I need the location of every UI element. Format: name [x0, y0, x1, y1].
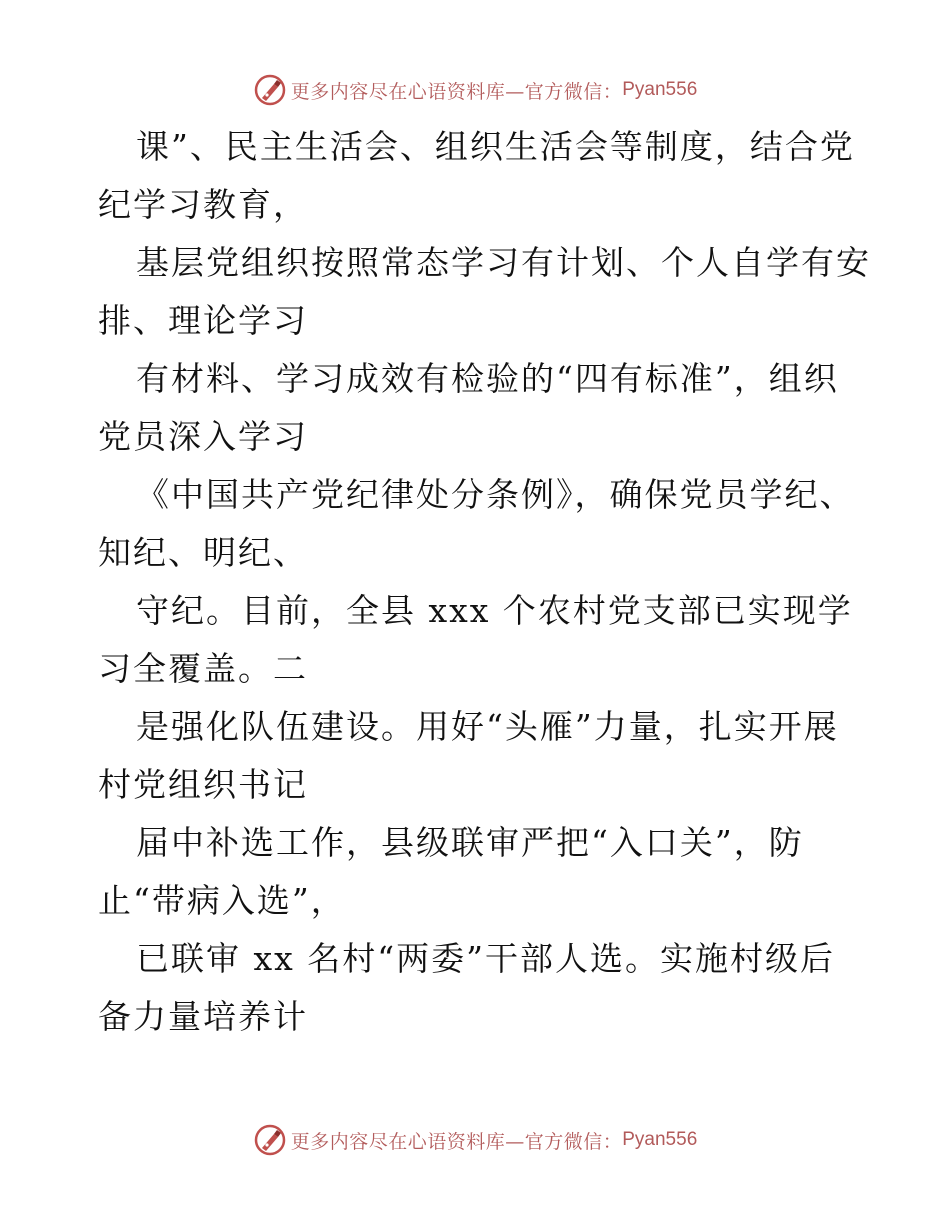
watermark-text: 更多内容尽在心语资料库—官方微信：: [290, 80, 623, 103]
watermark-handle: Pyan556: [622, 79, 698, 100]
text-line: 知纪、明纪、: [98, 533, 308, 572]
text-line: 村党组织书记: [98, 765, 308, 804]
text-line: 备力量培养计: [98, 997, 308, 1036]
text-line: 止“带病入选”，: [98, 881, 346, 920]
text-line: 有材料、学习成效有检验的“四有标准”，组织: [136, 359, 839, 398]
text-line: 习全覆盖。二: [98, 649, 308, 688]
text-line: 基层党组织按照常态学习有计划、个人自学有安: [136, 243, 871, 282]
watermark-text: 更多内容尽在心语资料库—官方微信：: [290, 1130, 623, 1153]
pen-nib-circle-icon: [253, 1123, 287, 1157]
text-line: 已联审 xx 名村“两委”干部人选。实施村级后: [136, 939, 835, 978]
text-line: 排、理论学习: [98, 301, 308, 340]
text-line: 是强化队伍建设。用好“头雁”力量，扎实开展: [136, 707, 839, 746]
text-line: 党员深入学习: [98, 417, 308, 456]
text-line: 纪学习教育，: [98, 185, 308, 224]
text-line: 守纪。目前，全县 xxx 个农村党支部已实现学: [136, 591, 853, 630]
text-line: 课”、民主生活会、组织生活会等制度，结合党: [136, 127, 855, 166]
document-body: [98, 118, 871, 1046]
text-line: 届中补选工作，县级联审严把“入口关”，防: [136, 823, 804, 862]
header-watermark: [0, 70, 950, 110]
pen-nib-circle-icon: [253, 73, 287, 107]
watermark-handle: Pyan556: [622, 1129, 698, 1150]
footer-watermark: [0, 1120, 950, 1160]
text-line: 《中国共产党纪律处分条例》，确保党员学纪、: [136, 475, 855, 514]
